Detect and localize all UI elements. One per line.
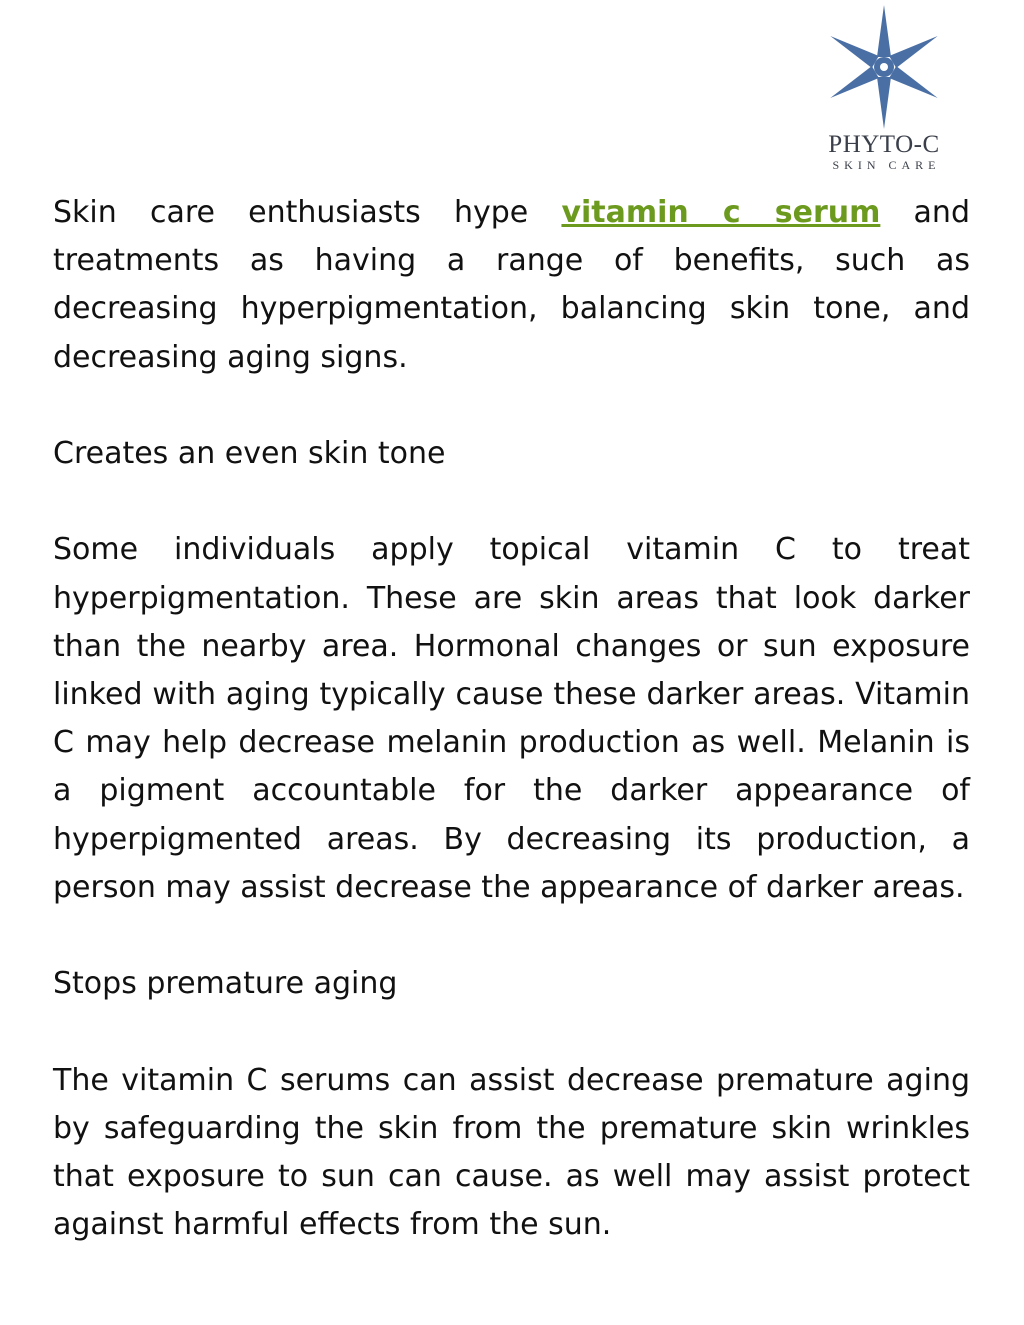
article-body — [53, 189, 970, 1249]
brand-logo — [812, 4, 956, 184]
section-heading-premature-aging: Stops premature aging — [53, 966, 398, 1002]
six-point-star-icon — [822, 4, 946, 130]
paragraph-premature-aging: The vitamin C serums can assist decrease premature aging by safeguarding the skin from the premature skin wrinkles that exposure to sun can cause. as well may assist protect against harmful effects from the sun. — [53, 1062, 970, 1243]
intro-text-before: Skin care enthusiasts hype — [53, 195, 562, 230]
vitamin-c-serum-link[interactable]: vitamin c serum — [561, 195, 881, 230]
section-heading-even-skin-tone: Creates an even skin tone — [53, 436, 446, 471]
intro-paragraph — [53, 189, 970, 382]
brand-tagline: SKIN CARE — [832, 158, 941, 172]
paragraph-even-skin-tone: Some individuals apply topical vitamin C to treat hyperpigmentation. These are skin areas that look darker than the nearby area. Hormonal changes or sun exposure linked with aging typically cause these darker areas. Vitamin C may help decrease melanin production as well. Melanin is a pigment accountable for the darker appearance of hyperpigmented areas. By decreasing its production, a person may assist decrease the appearance of darker areas. — [53, 532, 970, 905]
brand-name: PHYTO-C — [828, 131, 940, 158]
intro-text-after: and treatments as having a range of benefits, such as decreasing hyperpigmentation, balancing skin tone, and decreasing aging signs. — [53, 195, 970, 375]
